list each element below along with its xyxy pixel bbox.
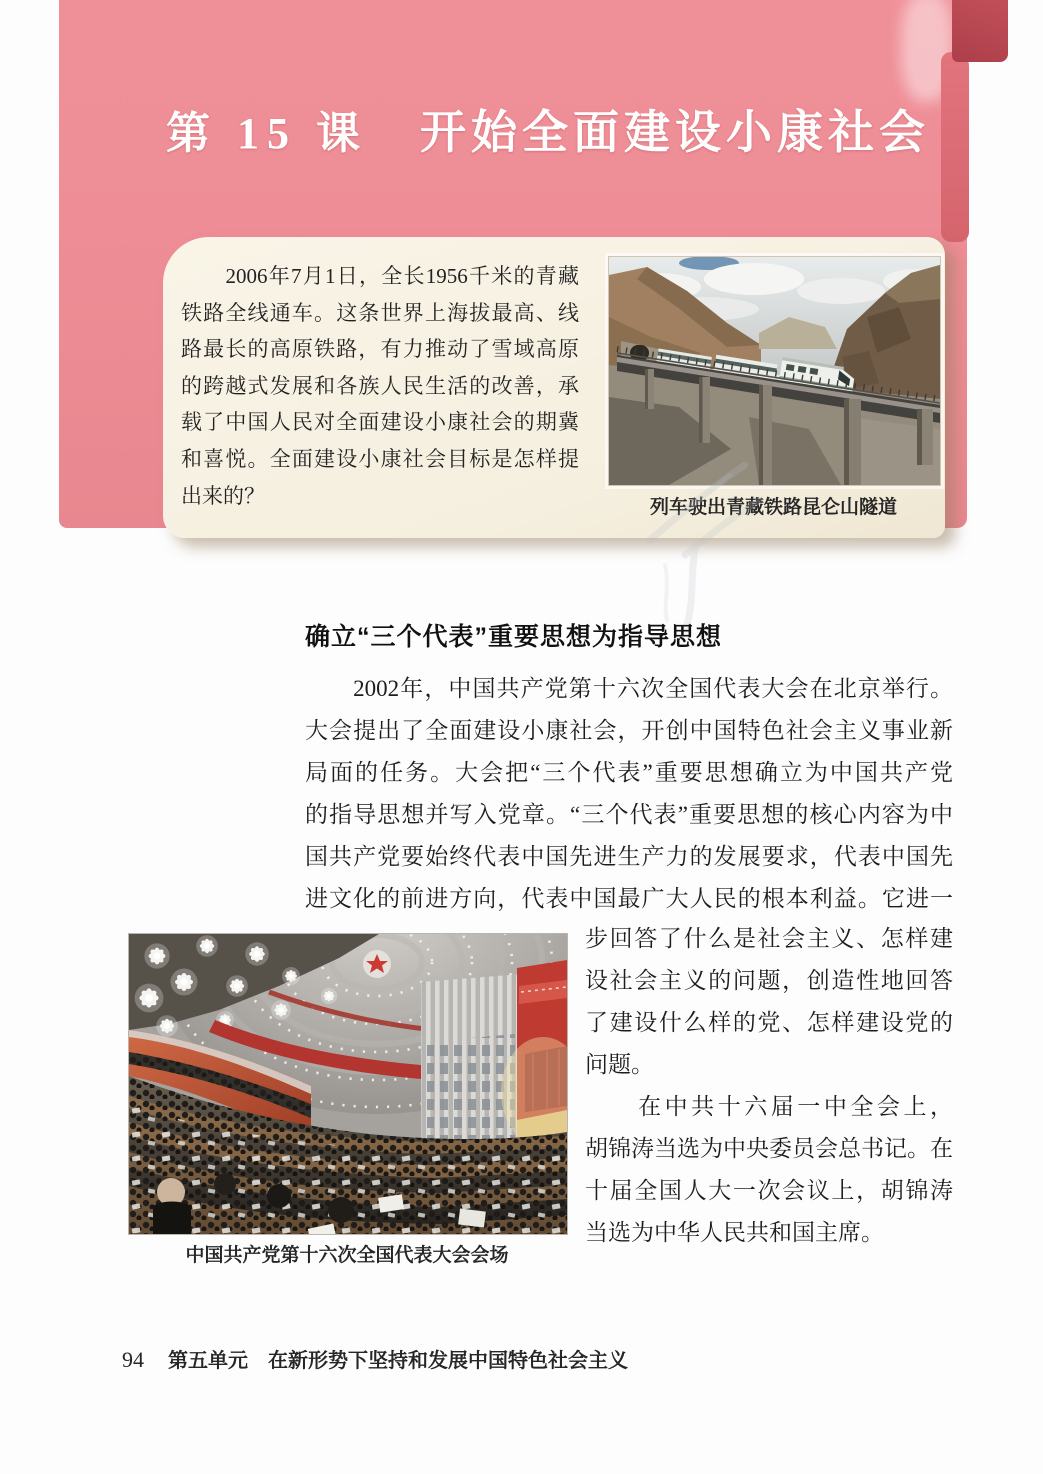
intro-paragraph-line: 和喜悦。全面建设小康社会目标是怎样提 [181, 446, 579, 471]
body-line: 2002年，中国共产党第十六次全国代表大会在北京举行。 [305, 676, 953, 701]
body-line: 大会提出了全面建设小康社会，开创中国特色社会主义事业新 [305, 718, 953, 743]
body-line: 国共产党要始终代表中国先进生产力的发展要求，代表中国先 [305, 844, 953, 869]
intro-paragraph [181, 258, 579, 514]
body-paragraph-1-continued [585, 918, 953, 1086]
body-line: 十届全国人大一次会议上，胡锦涛 [585, 1178, 953, 1203]
body-line: 设社会主义的问题，创造性地回答 [585, 968, 953, 993]
body-line: 步回答了什么是社会主义、怎样建 [585, 926, 953, 951]
body-paragraph-1 [305, 668, 953, 920]
body-line: 了建设什么样的党、怎样建设党的 [585, 1010, 953, 1035]
body-line: 局面的任务。大会把“三个代表”重要思想确立为中国共产党 [305, 760, 953, 785]
page-corner-tab [952, 0, 1008, 62]
body-line: 在中共十六届一中全会上， [585, 1094, 953, 1119]
intro-paragraph-line: 载了中国人民对全面建设小康社会的期冀 [181, 410, 579, 435]
congress-photo-caption: 中国共产党第十六次全国代表大会会场 [185, 1245, 509, 1266]
intro-paragraph-line: 的跨越式发展和各族人民生活的改善，承 [181, 373, 579, 398]
body-line: 进文化的前进方向，代表中国最广大人民的根本利益。它进一 [305, 886, 953, 911]
unit-title: 在新形势下坚持和发展中国特色社会主义 [268, 1350, 628, 1372]
section-heading: 确立“三个代表”重要思想为指导思想 [305, 623, 723, 651]
congress-photo-illustration [129, 934, 567, 1234]
body-paragraph-2 [585, 1086, 953, 1254]
page-footer [122, 1344, 628, 1373]
intro-card [163, 237, 945, 538]
body-line: 问题。 [585, 1052, 654, 1077]
intro-paragraph-line: 铁路全线通车。这条世界上海拔最高、线 [181, 300, 579, 325]
unit-label: 第五单元 [168, 1350, 248, 1372]
congress-photo [128, 933, 568, 1235]
railway-photo-caption: 列车驶出青藏铁路昆仑山隧道 [649, 497, 897, 518]
intro-paragraph-line: 2006年7月1日，全长1956千米的青藏 [181, 264, 579, 288]
body-line: 的指导思想并写入党章。“三个代表”重要思想的核心内容为中 [305, 802, 953, 827]
lesson-title-row [166, 96, 930, 162]
body-line: 胡锦涛当选为中央委员会总书记。在 [585, 1136, 953, 1161]
page-number: 94 [122, 1347, 144, 1372]
lesson-number: 第 15 课 [166, 109, 368, 158]
page-edge-strip [941, 52, 969, 242]
intro-paragraph-line: 出来的？ [181, 483, 265, 508]
railway-photo [608, 256, 941, 486]
body-line: 当选为中华人民共和国主席。 [585, 1220, 884, 1245]
lesson-title: 开始全面建设小康社会 [420, 106, 930, 158]
railway-photo-illustration [609, 257, 940, 485]
intro-paragraph-line: 路最长的高原铁路，有力推动了雪域高原 [181, 337, 579, 362]
